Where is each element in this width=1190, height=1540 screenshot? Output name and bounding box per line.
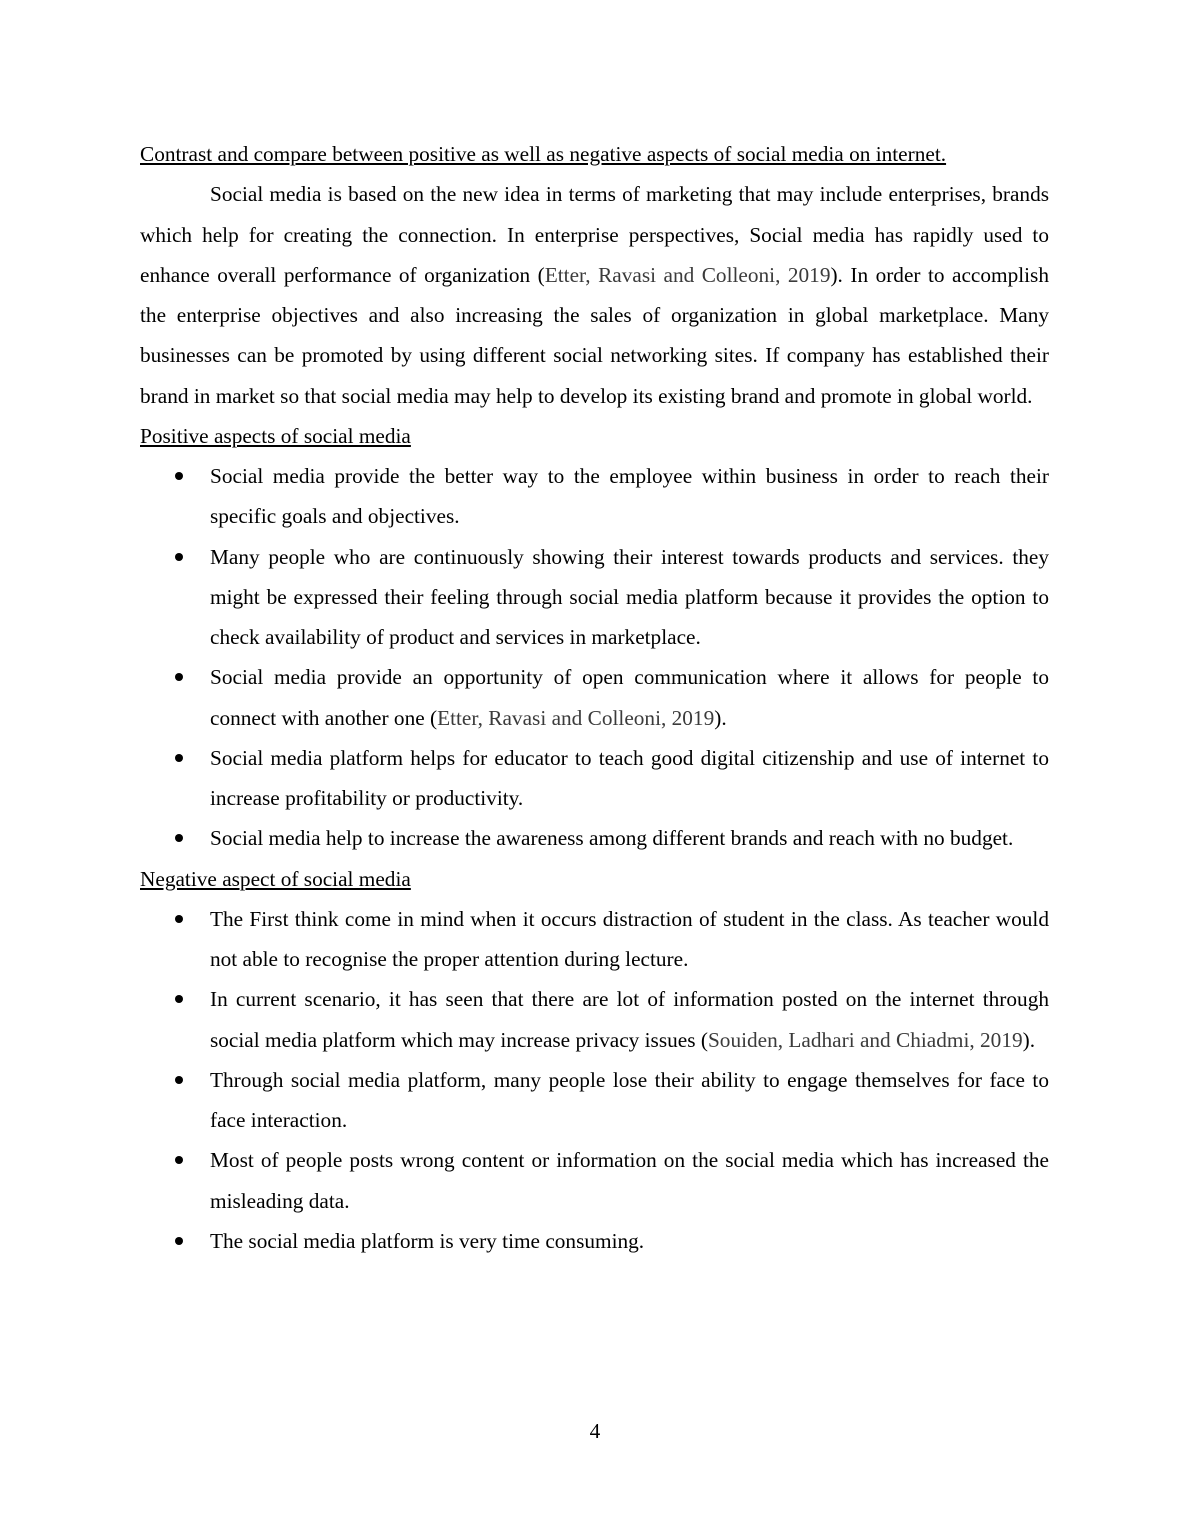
list-item-text: Through social media platform, many people lose their ability to engage themselves for face to face interaction. <box>210 1067 1049 1132</box>
list-item <box>140 738 1049 819</box>
list-item-text: Most of people posts wrong content or information on the social media which has increased the misleading data. <box>210 1148 1049 1213</box>
list-item-citation: Etter, Ravasi and Colleoni, 2019 <box>437 705 715 730</box>
list-item-text: Social media provide the better way to the employee within business in order to reach their specific goals and objectives. <box>210 464 1049 529</box>
bullet-icon <box>175 834 183 842</box>
bullet-icon <box>175 995 183 1003</box>
list-item-text: The First think come in mind when it occurs distraction of student in the class. As teacher would not able to recognise the proper attention during lecture. <box>210 906 1049 971</box>
positive-heading: Positive aspects of social media <box>140 423 411 448</box>
section-title: Contrast and compare between positive as well as negative aspects of social media on internet. <box>140 142 947 166</box>
bullet-icon <box>175 472 183 480</box>
list-item <box>140 818 1049 858</box>
intro-text: Social media is based on the new idea in terms of marketing that may include enterprises, brands which help for creating the connection. In enterprise perspectives, Social media has rapidly used to enhance overall performance of organization ( <box>140 182 1049 287</box>
list-item-text: Social media provide an opportunity of open communication where it allows for people to connect with another one ( <box>210 665 1049 730</box>
negative-heading: Negative aspect of social media <box>140 866 411 891</box>
list-item <box>140 537 1049 658</box>
bullet-icon <box>175 673 183 681</box>
page-content <box>140 134 1049 1261</box>
bullet-icon <box>175 1237 183 1245</box>
list-item-text: Social media help to increase the awareness among different brands and reach with no budget. <box>210 826 1014 851</box>
intro-paragraph <box>140 174 1049 416</box>
list-item <box>140 456 1049 537</box>
page-number: 4 <box>589 1419 601 1443</box>
intro-citation: Etter, Ravasi and Colleoni, 2019 <box>544 262 831 287</box>
bullet-icon <box>175 1076 183 1084</box>
negative-list <box>140 899 1049 1261</box>
list-item <box>140 899 1049 980</box>
bullet-icon <box>175 553 183 561</box>
positive-list <box>140 456 1049 859</box>
list-item-citation: Souiden, Ladhari and Chiadmi, 2019 <box>707 1027 1023 1052</box>
bullet-icon <box>175 1156 183 1164</box>
bullet-icon <box>175 754 183 762</box>
list-item <box>140 1060 1049 1141</box>
list-item <box>140 979 1049 1060</box>
list-item <box>140 657 1049 738</box>
intro-text-after: ). In order to accomplish the enterprise objectives and also increasing the sales of organization in global marketplace. Many businesses can be promoted by using different social networking sites. If company has established their brand in market so that social media may help to develop its existing brand and promote in global world. <box>140 262 1049 408</box>
list-item-text-after: ). <box>1022 1027 1036 1052</box>
list-item-text: Social media platform helps for educator to teach good digital citizenship and use of internet to increase profitability or productivity. <box>210 745 1049 810</box>
list-item <box>140 1140 1049 1221</box>
list-item-text-after: ). <box>714 705 727 730</box>
list-item-text: Many people who are continuously showing their interest towards products and services. they might be expressed their feeling through social media platform because it provides the option to check availability of product and services in marketplace. <box>210 544 1049 649</box>
list-item-text: The social media platform is very time consuming. <box>210 1228 645 1253</box>
bullet-icon <box>175 915 183 923</box>
list-item-text: In current scenario, it has seen that there are lot of information posted on the internet through social media platform which may increase privacy issues ( <box>210 987 1049 1052</box>
list-item <box>140 1221 1049 1261</box>
